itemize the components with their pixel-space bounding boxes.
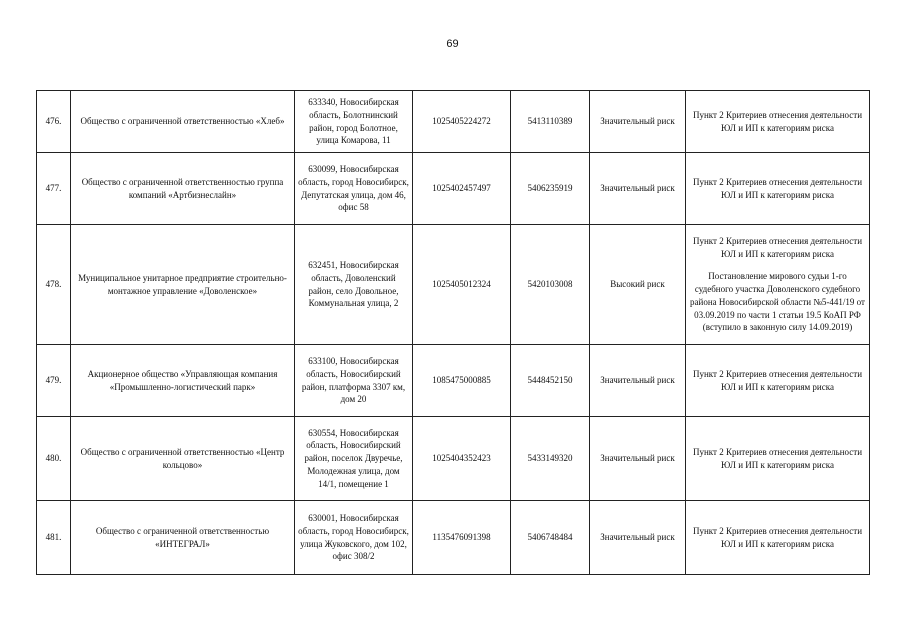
risk-basis: Пункт 2 Критериев отнесения деятельности ЮЛ и ИП к категориям риска xyxy=(692,525,863,549)
inn-value: 5420103008 xyxy=(511,225,590,345)
risk-basis-cell xyxy=(686,91,870,153)
risk-basis-cell xyxy=(686,501,870,575)
inn-value: 5406235919 xyxy=(511,153,590,225)
table-row xyxy=(37,345,870,417)
organization-address: 632451, Новосибирская область, Доволенский район, село Довольное, Коммунальная улица, 2 xyxy=(295,225,413,345)
risk-basis-cell xyxy=(686,345,870,417)
organization-name: Общество с ограниченной ответственностью группа компаний «Артбизнеслайн» xyxy=(71,153,295,225)
risk-category: Значительный риск xyxy=(590,417,686,501)
organization-name: Общество с ограниченной ответственностью «ИНТЕГРАЛ» xyxy=(71,501,295,575)
risk-registry-table xyxy=(36,90,870,575)
organization-address: 633100, Новосибирская область, Новосибирский район, платформа 3307 км, дом 20 xyxy=(295,345,413,417)
ogrn-value: 1025405012324 xyxy=(413,225,511,345)
table-row xyxy=(37,91,870,153)
risk-basis-cell xyxy=(686,417,870,501)
organization-name: Муниципальное унитарное предприятие строительно-монтажное управление «Доволенское» xyxy=(71,225,295,345)
risk-category: Значительный риск xyxy=(590,91,686,153)
row-number: 479. xyxy=(37,345,71,417)
table-row xyxy=(37,153,870,225)
risk-basis-extra: Постановление мирового судьи 1-го судебного участка Доволенского судебного района Новосибирской области №5-441/19 от 03.09.2019 по части 1 статьи 19.5 КоАП РФ (вступило в законную силу 14.09.2019) xyxy=(690,271,865,333)
risk-category: Значительный риск xyxy=(590,153,686,225)
risk-basis-cell xyxy=(686,153,870,225)
risk-basis-cell xyxy=(686,225,870,345)
organization-address: 630001, Новосибирская область, город Новосибирск, улица Жуковского, дом 102, офис 308/2 xyxy=(295,501,413,575)
table-row xyxy=(37,417,870,501)
risk-basis: Пункт 2 Критериев отнесения деятельности ЮЛ и ИП к категориям риска xyxy=(692,368,863,392)
inn-value: 5406748484 xyxy=(511,501,590,575)
table-row xyxy=(37,225,870,345)
ogrn-value: 1025405224272 xyxy=(413,91,511,153)
risk-basis: Пункт 2 Критериев отнесения деятельности ЮЛ и ИП к категориям риска xyxy=(692,446,863,470)
inn-value: 5433149320 xyxy=(511,417,590,501)
row-number: 481. xyxy=(37,501,71,575)
ogrn-value: 1025404352423 xyxy=(413,417,511,501)
table-row xyxy=(37,501,870,575)
row-number: 476. xyxy=(37,91,71,153)
risk-basis: Пункт 2 Критериев отнесения деятельности ЮЛ и ИП к категориям риска xyxy=(692,109,863,133)
organization-name: Общество с ограниченной ответственностью «Хлеб» xyxy=(71,91,295,153)
risk-basis: Пункт 2 Критериев отнесения деятельности ЮЛ и ИП к категориям риска xyxy=(692,235,863,259)
organization-address: 633340, Новосибирская область, Болотнинский район, город Болотное, улица Комарова, 11 xyxy=(295,91,413,153)
risk-category: Значительный риск xyxy=(590,345,686,417)
risk-basis: Пункт 2 Критериев отнесения деятельности ЮЛ и ИП к категориям риска xyxy=(692,176,863,200)
page-number: 69 xyxy=(446,38,459,50)
inn-value: 5413110389 xyxy=(511,91,590,153)
organization-name: Общество с ограниченной ответственностью «Центр кольцово» xyxy=(71,417,295,501)
row-number: 480. xyxy=(37,417,71,501)
row-number: 477. xyxy=(37,153,71,225)
inn-value: 5448452150 xyxy=(511,345,590,417)
row-number: 478. xyxy=(37,225,71,345)
ogrn-value: 1135476091398 xyxy=(413,501,511,575)
risk-category: Высокий риск xyxy=(590,225,686,345)
organization-address: 630554, Новосибирская область, Новосибирский район, поселок Двуречье, Молодежная улица, дом 14/1, помещение 1 xyxy=(295,417,413,501)
ogrn-value: 1085475000885 xyxy=(413,345,511,417)
organization-name: Акционерное общество «Управляющая компания «Промышленно-логистический парк» xyxy=(71,345,295,417)
organization-address: 630099, Новосибирская область, город Новосибирск, Депутатская улица, дом 46, офис 58 xyxy=(295,153,413,225)
ogrn-value: 1025402457497 xyxy=(413,153,511,225)
risk-category: Значительный риск xyxy=(590,501,686,575)
